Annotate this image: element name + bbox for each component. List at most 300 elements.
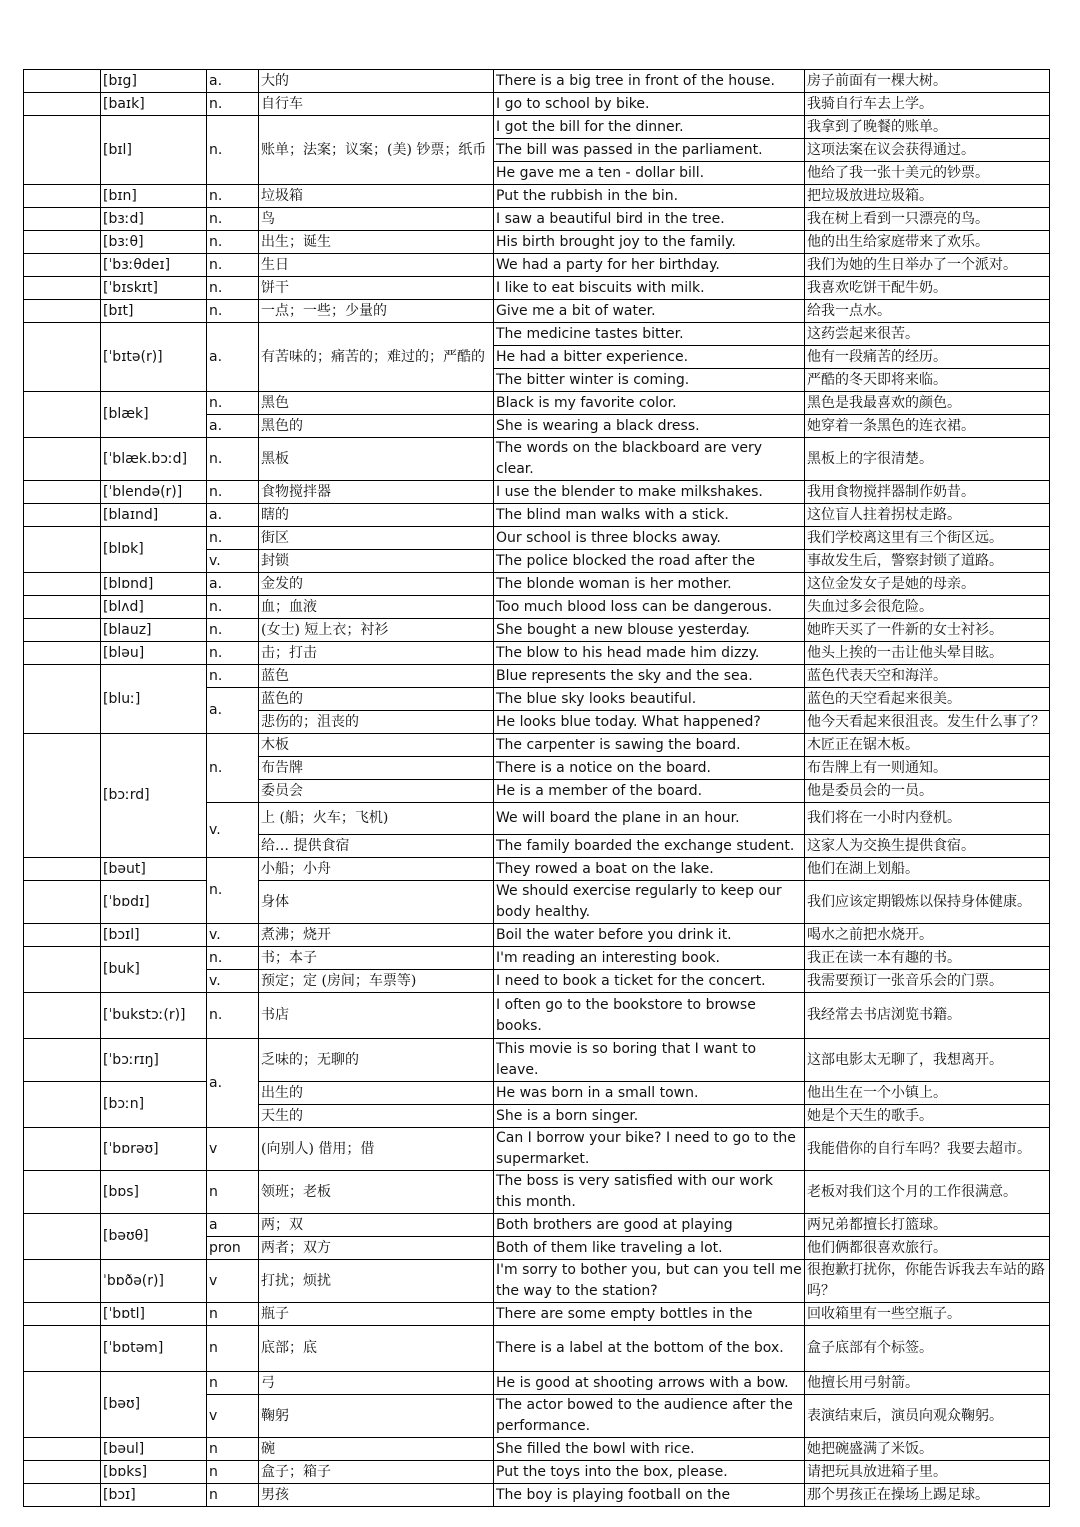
blank-cell <box>24 70 101 93</box>
blank-cell <box>24 116 101 185</box>
blank-cell <box>24 642 101 665</box>
example-en-cell: I'm sorry to bother you, but can you tell me the way to the station? <box>494 1260 805 1303</box>
phonetic-cell: [blauz] <box>101 619 207 642</box>
meaning-cell: 黑色的 <box>259 415 494 438</box>
blank-cell <box>24 573 101 596</box>
blank-cell <box>24 504 101 527</box>
example-zh-cell: 黑板上的字很清楚。 <box>805 438 1050 481</box>
example-en-cell: Boil the water before you drink it. <box>494 924 805 947</box>
example-en-cell: This movie is so boring that I want to leave. <box>494 1039 805 1082</box>
phonetic-cell: [blʌd] <box>101 596 207 619</box>
part-of-speech-cell: a. <box>207 504 259 527</box>
example-en-cell: There are some empty bottles in the <box>494 1303 805 1326</box>
table-row <box>24 116 1050 139</box>
meaning-cell: 木板 <box>259 734 494 757</box>
table-row <box>24 231 1050 254</box>
example-en-cell: The carpenter is sawing the board. <box>494 734 805 757</box>
meaning-cell: 血；血液 <box>259 596 494 619</box>
table-row <box>24 70 1050 93</box>
example-zh-cell: 那个男孩正在操场上踢足球。 <box>805 1484 1050 1507</box>
example-zh-cell: 失血过多会很危险。 <box>805 596 1050 619</box>
example-en-cell: Blue represents the sky and the sea. <box>494 665 805 688</box>
phonetic-cell: [ˈbɒrəʊ] <box>101 1128 207 1171</box>
example-zh-cell: 这位金发女子是她的母亲。 <box>805 573 1050 596</box>
example-zh-cell: 我喜欢吃饼干配牛奶。 <box>805 277 1050 300</box>
meaning-cell: 黑色 <box>259 392 494 415</box>
blank-cell <box>24 734 101 858</box>
example-en-cell: Too much blood loss can be dangerous. <box>494 596 805 619</box>
blank-cell <box>24 1128 101 1171</box>
example-en-cell: The blow to his head made him dizzy. <box>494 642 805 665</box>
phonetic-cell: [bɒks] <box>101 1461 207 1484</box>
example-en-cell: I need to book a ticket for the concert. <box>494 970 805 993</box>
table-row <box>24 1372 1050 1395</box>
meaning-cell: 悲伤的；沮丧的 <box>259 711 494 734</box>
example-en-cell: There is a big tree in front of the house. <box>494 70 805 93</box>
meaning-cell: 出生的 <box>259 1082 494 1105</box>
meaning-cell: 盒子；箱子 <box>259 1461 494 1484</box>
blank-cell <box>24 1461 101 1484</box>
phonetic-cell: [bɪt] <box>101 300 207 323</box>
example-en-cell: She bought a new blouse yesterday. <box>494 619 805 642</box>
table-row <box>24 527 1050 550</box>
part-of-speech-cell: v. <box>207 803 259 858</box>
blank-cell <box>24 93 101 116</box>
blank-cell <box>24 185 101 208</box>
blank-cell <box>24 208 101 231</box>
blank-cell <box>24 1303 101 1326</box>
example-zh-cell: 这家人为交换生提供食宿。 <box>805 835 1050 858</box>
blank-cell <box>24 1171 101 1214</box>
example-zh-cell: 我拿到了晚餐的账单。 <box>805 116 1050 139</box>
part-of-speech-cell: n. <box>207 300 259 323</box>
phonetic-cell: [ˈbɒtl] <box>101 1303 207 1326</box>
example-zh-cell: 事故发生后，警察封锁了道路。 <box>805 550 1050 573</box>
vocabulary-table <box>23 69 1050 1507</box>
meaning-cell: 金发的 <box>259 573 494 596</box>
phonetic-cell: [ˈblæk.bɔːd] <box>101 438 207 481</box>
phonetic-cell: [bəul] <box>101 1438 207 1461</box>
phonetic-cell: [blæk] <box>101 392 207 438</box>
example-en-cell: I like to eat biscuits with milk. <box>494 277 805 300</box>
part-of-speech-cell: a. <box>207 323 259 392</box>
example-en-cell: I often go to the bookstore to browse books. <box>494 993 805 1039</box>
example-zh-cell: 我能借你的自行车吗？我要去超市。 <box>805 1128 1050 1171</box>
meaning-cell: 蓝色的 <box>259 688 494 711</box>
example-en-cell: Put the toys into the box, please. <box>494 1461 805 1484</box>
phonetic-cell: [bɔɪ] <box>101 1484 207 1507</box>
example-zh-cell: 这位盲人拄着拐杖走路。 <box>805 504 1050 527</box>
part-of-speech-cell: v <box>207 1260 259 1303</box>
phonetic-cell: [blɒk] <box>101 527 207 573</box>
meaning-cell: 给… 提供食宿 <box>259 835 494 858</box>
blank-cell <box>24 1326 101 1372</box>
example-zh-cell: 我们将在一小时内登机。 <box>805 803 1050 835</box>
table-row <box>24 1171 1050 1214</box>
example-en-cell: He is a member of the board. <box>494 780 805 803</box>
meaning-cell: 弓 <box>259 1372 494 1395</box>
table-row <box>24 300 1050 323</box>
example-zh-cell: 表演结束后，演员向观众鞠躬。 <box>805 1395 1050 1438</box>
example-en-cell: They rowed a boat on the lake. <box>494 858 805 881</box>
example-zh-cell: 我经常去书店浏览书籍。 <box>805 993 1050 1039</box>
part-of-speech-cell: n. <box>207 596 259 619</box>
meaning-cell: 小船；小舟 <box>259 858 494 881</box>
meaning-cell: 领班；老板 <box>259 1171 494 1214</box>
example-en-cell: The boy is playing football on the <box>494 1484 805 1507</box>
meaning-cell: 封锁 <box>259 550 494 573</box>
table-row <box>24 392 1050 415</box>
part-of-speech-cell: n <box>207 1303 259 1326</box>
example-en-cell: He is good at shooting arrows with a bow. <box>494 1372 805 1395</box>
blank-cell <box>24 858 101 881</box>
meaning-cell: 自行车 <box>259 93 494 116</box>
example-en-cell: I got the bill for the dinner. <box>494 116 805 139</box>
blank-cell <box>24 1484 101 1507</box>
example-zh-cell: 请把玩具放进箱子里。 <box>805 1461 1050 1484</box>
blank-cell <box>24 1372 101 1438</box>
example-zh-cell: 喝水之前把水烧开。 <box>805 924 1050 947</box>
part-of-speech-cell: n <box>207 1326 259 1372</box>
part-of-speech-cell: a. <box>207 70 259 93</box>
example-en-cell: Both brothers are good at playing <box>494 1214 805 1237</box>
table-row <box>24 1303 1050 1326</box>
table-row <box>24 665 1050 688</box>
blank-cell <box>24 1214 101 1260</box>
example-en-cell: The blind man walks with a stick. <box>494 504 805 527</box>
blank-cell <box>24 665 101 734</box>
phonetic-cell: [bɒs] <box>101 1171 207 1214</box>
table-row <box>24 734 1050 757</box>
example-zh-cell: 我正在读一本有趣的书。 <box>805 947 1050 970</box>
meaning-cell: 瞎的 <box>259 504 494 527</box>
part-of-speech-cell: n <box>207 1461 259 1484</box>
table-row <box>24 1214 1050 1237</box>
example-zh-cell: 房子前面有一棵大树。 <box>805 70 1050 93</box>
example-zh-cell: 她穿着一条黑色的连衣裙。 <box>805 415 1050 438</box>
phonetic-cell: [bɪl] <box>101 116 207 185</box>
table-row <box>24 1128 1050 1171</box>
phonetic-cell: [ˈblendə(r)] <box>101 481 207 504</box>
phonetic-cell: [bəʊθ] <box>101 1214 207 1260</box>
meaning-cell: 出生；诞生 <box>259 231 494 254</box>
meaning-cell: 布告牌 <box>259 757 494 780</box>
meaning-cell: 瓶子 <box>259 1303 494 1326</box>
example-zh-cell: 这药尝起来很苦。 <box>805 323 1050 346</box>
part-of-speech-cell: n. <box>207 734 259 803</box>
part-of-speech-cell: n. <box>207 231 259 254</box>
meaning-cell: 两；双 <box>259 1214 494 1237</box>
meaning-cell: 底部；底 <box>259 1326 494 1372</box>
phonetic-cell: [buk] <box>101 947 207 993</box>
blank-cell <box>24 619 101 642</box>
meaning-cell: 食物搅拌器 <box>259 481 494 504</box>
blank-cell <box>24 1438 101 1461</box>
meaning-cell: 生日 <box>259 254 494 277</box>
meaning-cell: 上 (船；火车；飞机) <box>259 803 494 835</box>
example-en-cell: The police blocked the road after the <box>494 550 805 573</box>
example-zh-cell: 木匠正在锯木板。 <box>805 734 1050 757</box>
blank-cell <box>24 392 101 438</box>
example-zh-cell: 老板对我们这个月的工作很满意。 <box>805 1171 1050 1214</box>
example-en-cell: We had a party for her birthday. <box>494 254 805 277</box>
table-row <box>24 947 1050 970</box>
table-row <box>24 93 1050 116</box>
table-row <box>24 481 1050 504</box>
example-zh-cell: 这部电影太无聊了，我想离开。 <box>805 1039 1050 1082</box>
example-en-cell: The medicine tastes bitter. <box>494 323 805 346</box>
example-en-cell: Put the rubbish in the bin. <box>494 185 805 208</box>
part-of-speech-cell: a. <box>207 688 259 734</box>
meaning-cell: 账单；法案；议案；(美) 钞票；纸币 <box>259 116 494 185</box>
example-zh-cell: 我用食物搅拌器制作奶昔。 <box>805 481 1050 504</box>
example-zh-cell: 他出生在一个小镇上。 <box>805 1082 1050 1105</box>
phonetic-cell: [ˈbɒdɪ] <box>101 881 207 924</box>
example-en-cell: She is wearing a black dress. <box>494 415 805 438</box>
part-of-speech-cell: n. <box>207 254 259 277</box>
blank-cell <box>24 947 101 993</box>
example-zh-cell: 这项法案在议会获得通过。 <box>805 139 1050 162</box>
meaning-cell: 大的 <box>259 70 494 93</box>
example-zh-cell: 回收箱里有一些空瓶子。 <box>805 1303 1050 1326</box>
meaning-cell: 两者；双方 <box>259 1237 494 1260</box>
meaning-cell: (向别人) 借用；借 <box>259 1128 494 1171</box>
part-of-speech-cell: n. <box>207 665 259 688</box>
part-of-speech-cell: n <box>207 1372 259 1395</box>
part-of-speech-cell: n <box>207 1438 259 1461</box>
part-of-speech-cell: pron <box>207 1237 259 1260</box>
phonetic-cell: [blaɪnd] <box>101 504 207 527</box>
part-of-speech-cell: n. <box>207 993 259 1039</box>
table-row <box>24 1484 1050 1507</box>
meaning-cell: 一点；一些；少量的 <box>259 300 494 323</box>
part-of-speech-cell: n. <box>207 527 259 550</box>
example-zh-cell: 很抱歉打扰你，你能告诉我去车站的路吗？ <box>805 1260 1050 1303</box>
example-zh-cell: 严酷的冬天即将来临。 <box>805 369 1050 392</box>
example-en-cell: Our school is three blocks away. <box>494 527 805 550</box>
meaning-cell: 击；打击 <box>259 642 494 665</box>
blank-cell <box>24 1039 101 1082</box>
table-row <box>24 208 1050 231</box>
meaning-cell: 打扰；烦扰 <box>259 1260 494 1303</box>
example-en-cell: There is a notice on the board. <box>494 757 805 780</box>
meaning-cell: 身体 <box>259 881 494 924</box>
part-of-speech-cell: n <box>207 1484 259 1507</box>
meaning-cell: 街区 <box>259 527 494 550</box>
example-en-cell: He looks blue today. What happened? <box>494 711 805 734</box>
example-zh-cell: 我们应该定期锻炼以保持身体健康。 <box>805 881 1050 924</box>
example-zh-cell: 把垃圾放进垃圾箱。 <box>805 185 1050 208</box>
blank-cell <box>24 438 101 481</box>
example-en-cell: The words on the blackboard are very clear. <box>494 438 805 481</box>
table-row <box>24 1039 1050 1082</box>
part-of-speech-cell: v <box>207 1395 259 1438</box>
part-of-speech-cell: n. <box>207 185 259 208</box>
example-en-cell: Both of them like traveling a lot. <box>494 1237 805 1260</box>
example-en-cell: He had a bitter experience. <box>494 346 805 369</box>
phonetic-cell: [bəut] <box>101 858 207 881</box>
table-row <box>24 185 1050 208</box>
table-row <box>24 1461 1050 1484</box>
part-of-speech-cell: v. <box>207 550 259 573</box>
example-en-cell: His birth brought joy to the family. <box>494 231 805 254</box>
example-zh-cell: 盒子底部有个标签。 <box>805 1326 1050 1372</box>
phonetic-cell: [blɒnd] <box>101 573 207 596</box>
example-zh-cell: 她是个天生的歌手。 <box>805 1105 1050 1128</box>
example-en-cell: Black is my favorite color. <box>494 392 805 415</box>
table-row <box>24 1438 1050 1461</box>
example-en-cell: Can I borrow your bike? I need to go to the supermarket. <box>494 1128 805 1171</box>
example-zh-cell: 我们学校离这里有三个街区远。 <box>805 527 1050 550</box>
phonetic-cell: [ˈbɒtəm] <box>101 1326 207 1372</box>
meaning-cell: 书；本子 <box>259 947 494 970</box>
example-zh-cell: 他们俩都很喜欢旅行。 <box>805 1237 1050 1260</box>
phonetic-cell: [ˈbukstɔː(r)] <box>101 993 207 1039</box>
phonetic-cell: [ˈbɜːθdeɪ] <box>101 254 207 277</box>
table-row <box>24 619 1050 642</box>
table-row <box>24 1082 1050 1105</box>
example-zh-cell: 蓝色的天空看起来很美。 <box>805 688 1050 711</box>
blank-cell <box>24 527 101 573</box>
blank-cell <box>24 254 101 277</box>
phonetic-cell: [bɪn] <box>101 185 207 208</box>
example-zh-cell: 我骑自行车去上学。 <box>805 93 1050 116</box>
part-of-speech-cell: a. <box>207 415 259 438</box>
part-of-speech-cell: n. <box>207 642 259 665</box>
meaning-cell: 黑板 <box>259 438 494 481</box>
phonetic-cell: [ˈbɪskɪt] <box>101 277 207 300</box>
meaning-cell: 预定；定 (房间；车票等) <box>259 970 494 993</box>
phonetic-cell: ˈbɒðə(r)] <box>101 1260 207 1303</box>
phonetic-cell: [bɔːn] <box>101 1082 207 1128</box>
meaning-cell: 有苦味的；痛苦的；难过的；严酷的 <box>259 323 494 392</box>
example-zh-cell: 我们为她的生日举办了一个派对。 <box>805 254 1050 277</box>
part-of-speech-cell: a. <box>207 573 259 596</box>
table-row <box>24 1326 1050 1372</box>
example-zh-cell: 他今天看起来很沮丧。发生什么事了？ <box>805 711 1050 734</box>
blank-cell <box>24 993 101 1039</box>
table-row <box>24 323 1050 346</box>
phonetic-cell: [bluː] <box>101 665 207 734</box>
meaning-cell: 饼干 <box>259 277 494 300</box>
example-en-cell: He gave me a ten - dollar bill. <box>494 162 805 185</box>
meaning-cell: 垃圾箱 <box>259 185 494 208</box>
part-of-speech-cell: a. <box>207 1039 259 1128</box>
blank-cell <box>24 1082 101 1128</box>
part-of-speech-cell: n <box>207 1171 259 1214</box>
part-of-speech-cell: n. <box>207 481 259 504</box>
blank-cell <box>24 481 101 504</box>
example-zh-cell: 他的出生给家庭带来了欢乐。 <box>805 231 1050 254</box>
table-row <box>24 642 1050 665</box>
example-zh-cell: 他有一段痛苦的经历。 <box>805 346 1050 369</box>
example-zh-cell: 他给了我一张十美元的钞票。 <box>805 162 1050 185</box>
table-row <box>24 277 1050 300</box>
phonetic-cell: [bləu] <box>101 642 207 665</box>
blank-cell <box>24 277 101 300</box>
example-zh-cell: 他是委员会的一员。 <box>805 780 1050 803</box>
table-row <box>24 993 1050 1039</box>
example-en-cell: The bill was passed in the parliament. <box>494 139 805 162</box>
phonetic-cell: [baɪk] <box>101 93 207 116</box>
example-en-cell: The blue sky looks beautiful. <box>494 688 805 711</box>
example-zh-cell: 他们在湖上划船。 <box>805 858 1050 881</box>
part-of-speech-cell: n. <box>207 858 259 924</box>
blank-cell <box>24 300 101 323</box>
part-of-speech-cell: n. <box>207 947 259 970</box>
example-zh-cell: 给我一点水。 <box>805 300 1050 323</box>
example-en-cell: We should exercise regularly to keep our body healthy. <box>494 881 805 924</box>
phonetic-cell: [bəʊ] <box>101 1372 207 1438</box>
part-of-speech-cell: n. <box>207 93 259 116</box>
blank-cell <box>24 1260 101 1303</box>
example-en-cell: We will board the plane in an hour. <box>494 803 805 835</box>
example-en-cell: I use the blender to make milkshakes. <box>494 481 805 504</box>
table-row <box>24 573 1050 596</box>
part-of-speech-cell: n. <box>207 392 259 415</box>
blank-cell <box>24 231 101 254</box>
phonetic-cell: [bɜːθ] <box>101 231 207 254</box>
meaning-cell: (女士) 短上衣；衬衫 <box>259 619 494 642</box>
part-of-speech-cell: a <box>207 1214 259 1237</box>
example-en-cell: The family boarded the exchange student. <box>494 835 805 858</box>
phonetic-cell: [ˈbɔːrɪŋ] <box>101 1039 207 1082</box>
example-en-cell: I saw a beautiful bird in the tree. <box>494 208 805 231</box>
meaning-cell: 乏味的；无聊的 <box>259 1039 494 1082</box>
table-row <box>24 924 1050 947</box>
example-en-cell: I go to school by bike. <box>494 93 805 116</box>
example-zh-cell: 蓝色代表天空和海洋。 <box>805 665 1050 688</box>
example-zh-cell: 我在树上看到一只漂亮的鸟。 <box>805 208 1050 231</box>
table-row <box>24 438 1050 481</box>
example-zh-cell: 两兄弟都擅长打篮球。 <box>805 1214 1050 1237</box>
example-en-cell: She filled the bowl with rice. <box>494 1438 805 1461</box>
example-en-cell: The bitter winter is coming. <box>494 369 805 392</box>
meaning-cell: 鸟 <box>259 208 494 231</box>
part-of-speech-cell: n. <box>207 619 259 642</box>
example-en-cell: She is a born singer. <box>494 1105 805 1128</box>
blank-cell <box>24 881 101 924</box>
example-zh-cell: 她把碗盛满了米饭。 <box>805 1438 1050 1461</box>
part-of-speech-cell: v. <box>207 924 259 947</box>
meaning-cell: 碗 <box>259 1438 494 1461</box>
table-row <box>24 254 1050 277</box>
table-row <box>24 1260 1050 1303</box>
meaning-cell: 蓝色 <box>259 665 494 688</box>
example-zh-cell: 我需要预订一张音乐会的门票。 <box>805 970 1050 993</box>
example-en-cell: There is a label at the bottom of the box. <box>494 1326 805 1372</box>
meaning-cell: 书店 <box>259 993 494 1039</box>
meaning-cell: 男孩 <box>259 1484 494 1507</box>
table-row <box>24 881 1050 924</box>
phonetic-cell: [bɜːd] <box>101 208 207 231</box>
phonetic-cell: [ˈbɪtə(r)] <box>101 323 207 392</box>
meaning-cell: 鞠躬 <box>259 1395 494 1438</box>
example-zh-cell: 布告牌上有一则通知。 <box>805 757 1050 780</box>
part-of-speech-cell: v <box>207 1128 259 1171</box>
phonetic-cell: [bɔɪl] <box>101 924 207 947</box>
part-of-speech-cell: n. <box>207 208 259 231</box>
part-of-speech-cell: n. <box>207 277 259 300</box>
example-en-cell: I'm reading an interesting book. <box>494 947 805 970</box>
part-of-speech-cell: n. <box>207 116 259 185</box>
example-en-cell: He was born in a small town. <box>494 1082 805 1105</box>
example-en-cell: The actor bowed to the audience after the performance. <box>494 1395 805 1438</box>
meaning-cell: 天生的 <box>259 1105 494 1128</box>
example-en-cell: The blonde woman is her mother. <box>494 573 805 596</box>
part-of-speech-cell: v. <box>207 970 259 993</box>
blank-cell <box>24 596 101 619</box>
